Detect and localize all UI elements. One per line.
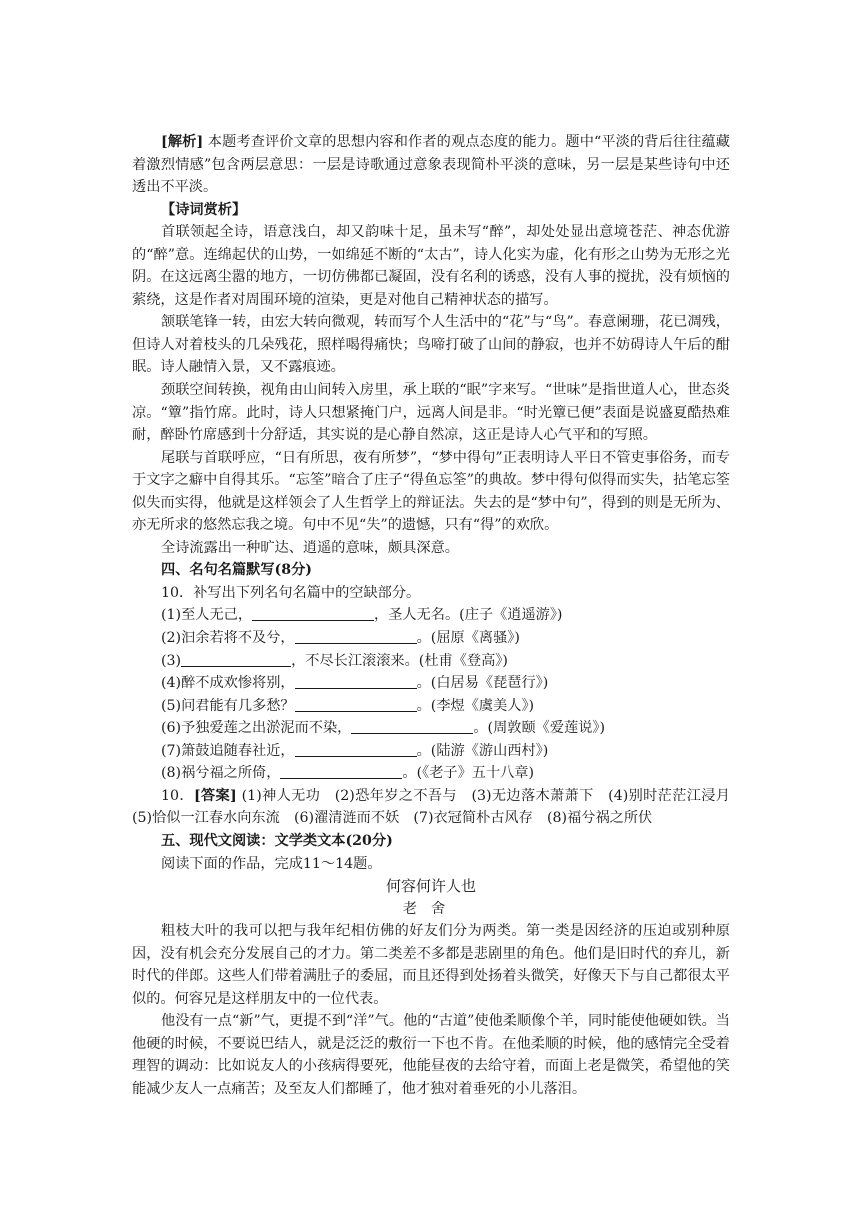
q10-item-pre: (2)汩余若将不及兮，	[161, 630, 295, 647]
article-author-name: 老舍	[402, 900, 460, 917]
answer-tag: [答案]	[193, 787, 237, 804]
section4-heading: 四、名句名篇默写(8分)	[161, 562, 312, 579]
q10-item-pre: (4)醉不成欢惨将别，	[161, 675, 295, 692]
q10-item	[132, 740, 730, 763]
article-author	[132, 898, 730, 921]
q10-item-post: 。(《老子》五十八章)	[402, 765, 535, 782]
analysis-paragraph	[132, 131, 730, 199]
answer-blank	[295, 628, 417, 644]
q10-item	[132, 672, 730, 695]
answer-blank	[351, 718, 473, 734]
q10-item-pre: (8)祸兮福之所倚，	[161, 765, 281, 782]
q10-item-pre: (5)问君能有几多愁？	[161, 697, 295, 714]
answer-blank	[295, 741, 417, 757]
q10-item	[132, 627, 730, 650]
q10-item-post: ，圣人无名。(庄子《逍遥游》)	[374, 607, 563, 624]
q10-item-post: ，不尽长江滚滚来。(杜甫《登高》)	[291, 652, 508, 669]
q10-item-post: 。(陆游《游山西村》)	[416, 742, 549, 759]
q10-item-post: 。(周敦颐《爱莲说》)	[473, 720, 606, 737]
q10-item-pre: (7)箫鼓追随春社近，	[161, 742, 295, 759]
appreciation-paragraph: 首联领起全诗，语意浅白，却又韵味十足，虽未写“醉”，却处处显出意境苍茫、神态优游的“醉”意。连绵起伏的山势，一如绵延不断的“太古”，诗人化实为虚，化有形之山势为无形之光阴。在这远离尘嚣的地方，一切仿佛都已凝固，没有名利的诱惑，没有人事的搅扰，没有烦恼的萦绕，这是作者对周围环境的渲染，更是对他自己精神状态的描写。	[132, 224, 730, 308]
q10-item	[132, 604, 730, 627]
article-paragraph: 他没有一点“新”气，更提不到“洋”气。他的“古道”使他柔顺像个羊，同时能使他硬如铁。当他硬的时候，不要说巴结人，就是泛泛的敷衍一下也不肯。在他柔顺的时候，他的感情完全受着理智的调动：比如说友人的小孩病得要死，他能昼夜的去给守着，而面上老是微笑，希望他的笑能减少友人一点痛苦；及至友人们都睡了，他才独对着垂死的小儿落泪。	[132, 1013, 730, 1097]
appreciation-paragraph: 尾联与首联呼应，“日有所思，夜有所梦”，“梦中得句”正表明诗人平日不管吏事俗务，而专于文字之癖中自得其乐。“忘筌”暗合了庄子“得鱼忘筌”的典故。梦中得句似得而实失，拈笔忘筌似失而实得，他就是这样领会了人生哲学上的辩证法。失去的是“梦中句”，得到的则是无所为、亦无所求的悠然忘我之境。句中不见“失”的遗憾，只有“得”的欢欣。	[132, 449, 730, 534]
appreciation-heading: 【诗词赏析】	[161, 201, 247, 218]
q10-item-pre: (1)至人无己，	[161, 607, 253, 624]
section5-heading: 五、现代文阅读：文学类文本(20分)	[161, 832, 393, 849]
appreciation-paragraph: 颈联空间转换，视角由山间转入房里，承上联的“眠”字来写。“世味”是指世道人心，世态炎凉。“簟”指竹席。此时，诗人只想紧掩门户，远离人间是非。“时光簟已便”表面是说盛夏酷热难耐，醉卧竹席感到十分舒适，其实说的是心静自然凉，这正是诗人心气平和的写照。	[132, 382, 730, 444]
q10-answer-text: (1)神人无功 (2)恐年岁之不吾与 (3)无边落木萧萧下 (4)别时茫茫江浸月 (5)恰似一江春水向东流 (6)濯清涟而不妖 (7)衣冠简朴古风存 (8)福兮祸之所伏	[132, 787, 745, 827]
analysis-tag: [解析]	[161, 134, 204, 150]
q10-item-post: 。(白居易《琵琶行》)	[416, 675, 549, 692]
q10-item-post: 。(李煜《虞美人》)	[416, 697, 535, 714]
answer-blank	[295, 673, 417, 689]
document-body	[132, 131, 745, 1101]
q10-item-pre: (6)予独爱莲之出淤泥而不染，	[161, 720, 352, 737]
appreciation-paragraph: 颔联笔锋一转，由宏大转向微观，转而写个人生活中的“花”与“鸟”。春意阑珊，花已凋残，但诗人对着枝头的几朵残花，照样喝得痛快；鸟啼打破了山间的静寂，也并不妨碍诗人午后的酣眠。诗人融情入景，又不露痕迹。	[132, 314, 730, 376]
answer-blank	[252, 605, 374, 621]
q10-item-pre: (3)	[161, 652, 182, 669]
answer-blank	[280, 763, 402, 779]
q10-item	[132, 762, 730, 785]
answer-blank	[181, 651, 291, 667]
q10-stem: 10．补写出下列名句名篇中的空缺部分。	[161, 584, 421, 601]
q10-item	[132, 695, 730, 718]
appreciation-paragraph: 全诗流露出一种旷达、逍遥的意味，颇具深意。	[161, 539, 459, 556]
q10-answer-number: 10．	[161, 787, 194, 804]
q10-item-post: 。(屈原《离骚》)	[416, 630, 520, 647]
article-paragraph: 粗枝大叶的我可以把与我年纪相仿佛的好友们分为两类。第一类是因经济的压迫或别种原因，没有机会充分发展自己的才力。第二类差不多都是悲剧里的角色。他们是旧时代的弃儿，新时代的伴郎。这些人们带着满肚子的委屈，而且还得到处扬着头微笑，好像天下与自己都很太平似的。何容兄是这样朋友中的一位代表。	[132, 923, 730, 1007]
section5-instruction: 阅读下面的作品，完成11～14题。	[161, 855, 382, 872]
analysis-text: 本题考查评价文章的思想内容和作者的观点态度的能力。题中“平淡的背后往往蕴藏着激烈情感”包含两层意思：一层是诗歌通过意象表现简朴平淡的意味，另一层是某些诗句中还透出不平淡。	[132, 134, 730, 196]
q10-item	[132, 650, 730, 673]
article-title: 何容何许人也	[385, 877, 476, 896]
q10-answer	[132, 785, 745, 830]
answer-blank	[295, 696, 417, 712]
q10-item	[132, 717, 730, 740]
